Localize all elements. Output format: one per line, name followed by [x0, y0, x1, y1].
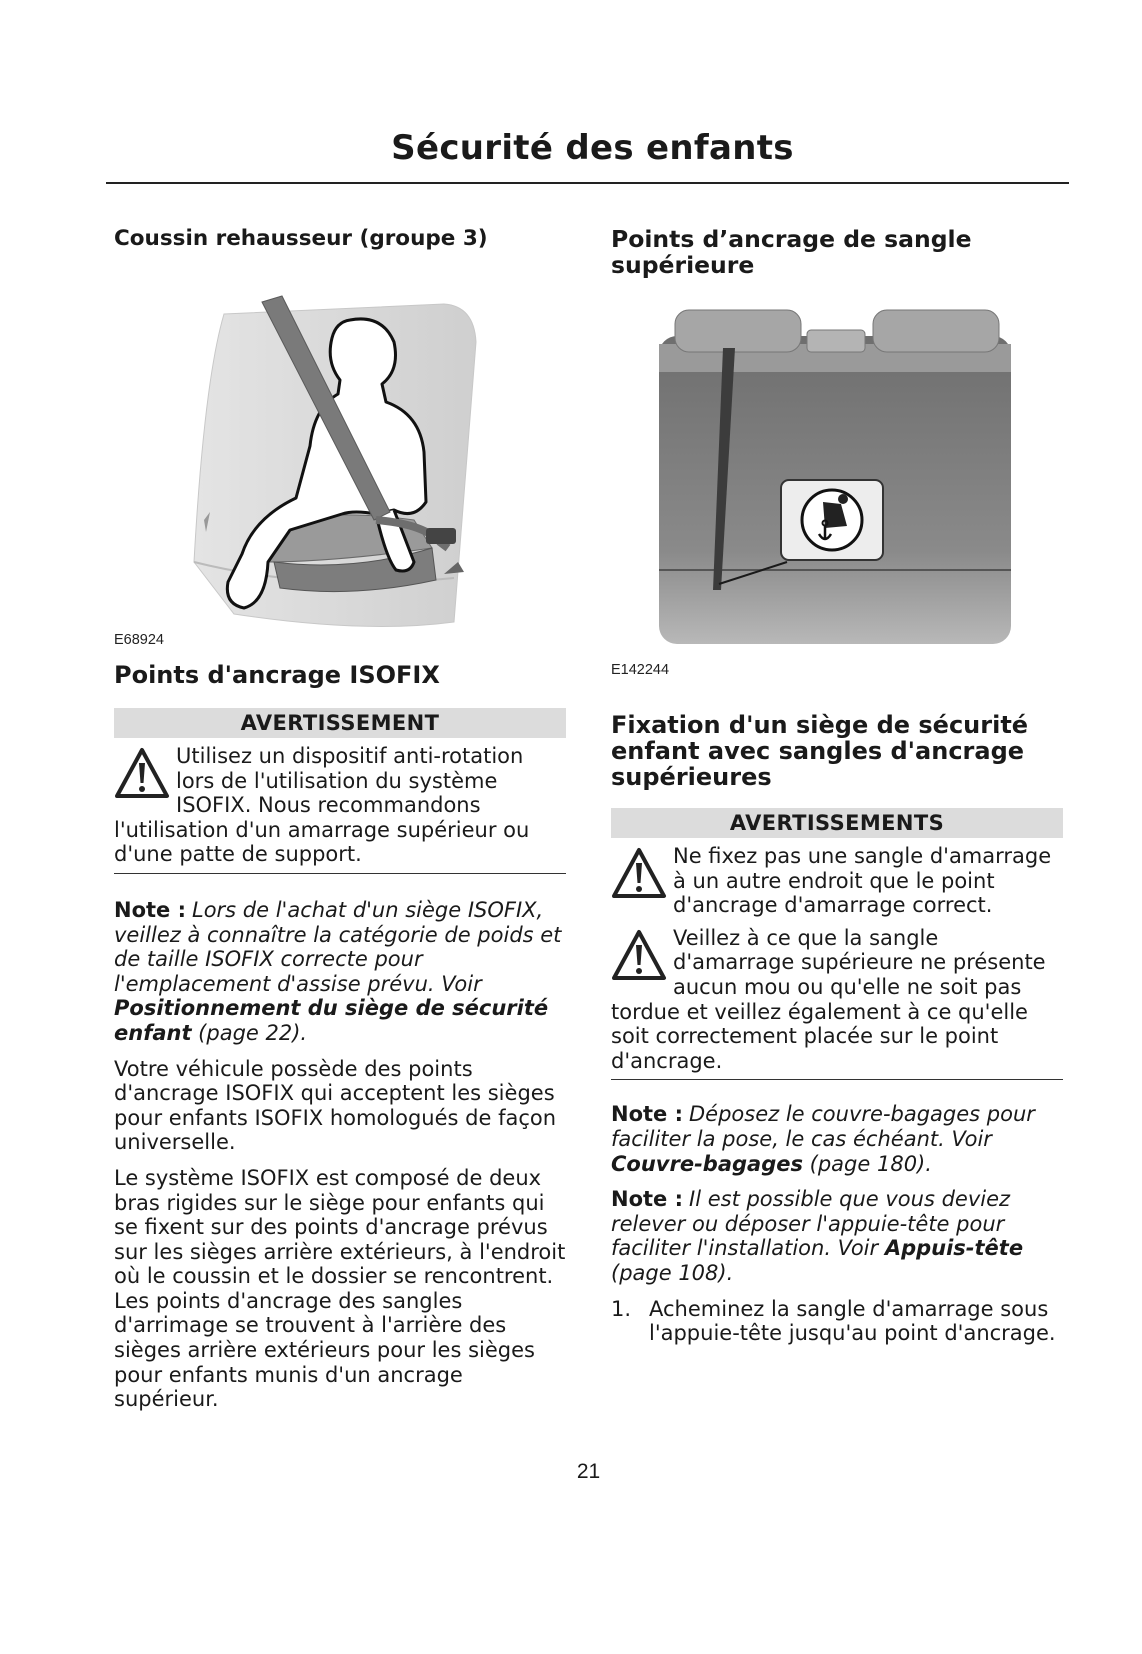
isofix-paragraph-2: Le système ISOFIX est composé de deux bras rigides sur le siège pour enfants qui se fixent sur des points d'ancrage prévus sur les sièges arrière extérieurs, à l'endroit où le coussin et le dossier se rencontrent. Les points d'ancrage des sangles d'arrimage se trouvent à l'arrière des sièges arrière extérieurs pour les sièges pour enfants munis d'un ancrage supérieur. — [114, 1165, 566, 1412]
booster-heading: Coussin rehausseur (groupe 3) — [114, 226, 488, 251]
headrest-note — [611, 1187, 1063, 1285]
title-divider — [106, 182, 1069, 184]
warning-triangle-icon — [611, 928, 667, 982]
page-number: 21 — [576, 1460, 601, 1483]
step-item — [611, 1297, 1063, 1346]
note-label: Note : — [114, 897, 186, 922]
tether-heading: Points d’ancrage de sangle supérieure — [611, 225, 972, 279]
isofix-warning-block — [114, 708, 566, 874]
note-label: Note : — [611, 1187, 683, 1212]
note-reference-link[interactable]: Couvre-bagages — [611, 1151, 803, 1176]
note-page: (page 22). — [191, 1020, 308, 1045]
tether-anchor-figure — [611, 304, 1063, 680]
note-reference-link[interactable]: Appuis-tête — [884, 1236, 1024, 1261]
note-reference-link[interactable]: Positionnement du siège de sécurité enfant — [114, 996, 549, 1045]
isofix-heading: Points d'ancrage ISOFIX — [114, 661, 440, 689]
warning-text: Veillez à ce que la sangle d'amarrage supérieure ne présente aucun mou ou qu'elle ne soit pas tordue et veillez également à ce qu'elle soit correctement placée sur le point d'ancrage. — [611, 925, 1046, 1073]
warning-text: Ne fixez pas une sangle d'amarrage à un autre endroit que le point d'ancrage d'amarrage correct. — [673, 844, 1052, 918]
rear-seat-illustration — [611, 304, 1063, 656]
warning-item — [611, 844, 1063, 918]
note-text: Déposez le couvre-bagages pour faciliter la pose, le cas échéant. Voir — [611, 1102, 1035, 1151]
note-page: (page 108). — [611, 1260, 734, 1285]
booster-seat-illustration — [114, 262, 566, 646]
step-text: Acheminez la sangle d'amarrage sous l'appuie-tête jusqu'au point d'ancrage. — [649, 1296, 1056, 1346]
figure-code: E68924 — [114, 632, 164, 648]
warning-text: Utilisez un dispositif anti-rotation lors de l'utilisation du système ISOFIX. Nous recommandons l'utilisation d'un amarrage supérieur ou d'une patte de support. — [114, 744, 530, 867]
warning-heading: AVERTISSEMENT — [114, 708, 566, 738]
right-column — [611, 226, 1063, 1346]
warnings-heading: AVERTISSEMENTS — [611, 808, 1063, 838]
figure-code: E142244 — [611, 662, 670, 678]
fixation-heading: Fixation d'un siège de sécurité enfant avec sangles d'ancrage supérieures — [611, 711, 1029, 791]
isofix-paragraph-1: Votre véhicule possède des points d'ancrage ISOFIX qui acceptent les sièges pour enfants ISOFIX homologués de façon universelle. — [114, 1056, 557, 1155]
page-title: Sécurité des enfants — [391, 128, 794, 168]
left-column — [114, 226, 566, 1423]
warning-triangle-icon — [611, 846, 667, 900]
cover-note — [611, 1102, 1063, 1176]
warning-item — [114, 744, 566, 867]
isofix-note — [114, 898, 566, 1046]
note-text: Lors de l'achat d'un siège ISOFIX, veillez à connaître la catégorie de poids et de taille ISOFIX correcte pour l'emplacement d'assise prévu. Voir — [114, 897, 562, 996]
step-number: 1. — [611, 1296, 632, 1321]
warning-triangle-icon — [114, 746, 170, 800]
note-label: Note : — [611, 1102, 683, 1127]
tether-warnings-block — [611, 808, 1063, 1080]
booster-seat-figure — [114, 262, 566, 646]
note-page: (page 180). — [802, 1151, 932, 1176]
note-text: Il est possible que vous deviez relever ou déposer l'appuie-tête pour faciliter l'installation. Voir — [611, 1187, 1011, 1261]
warning-item — [611, 926, 1063, 1074]
